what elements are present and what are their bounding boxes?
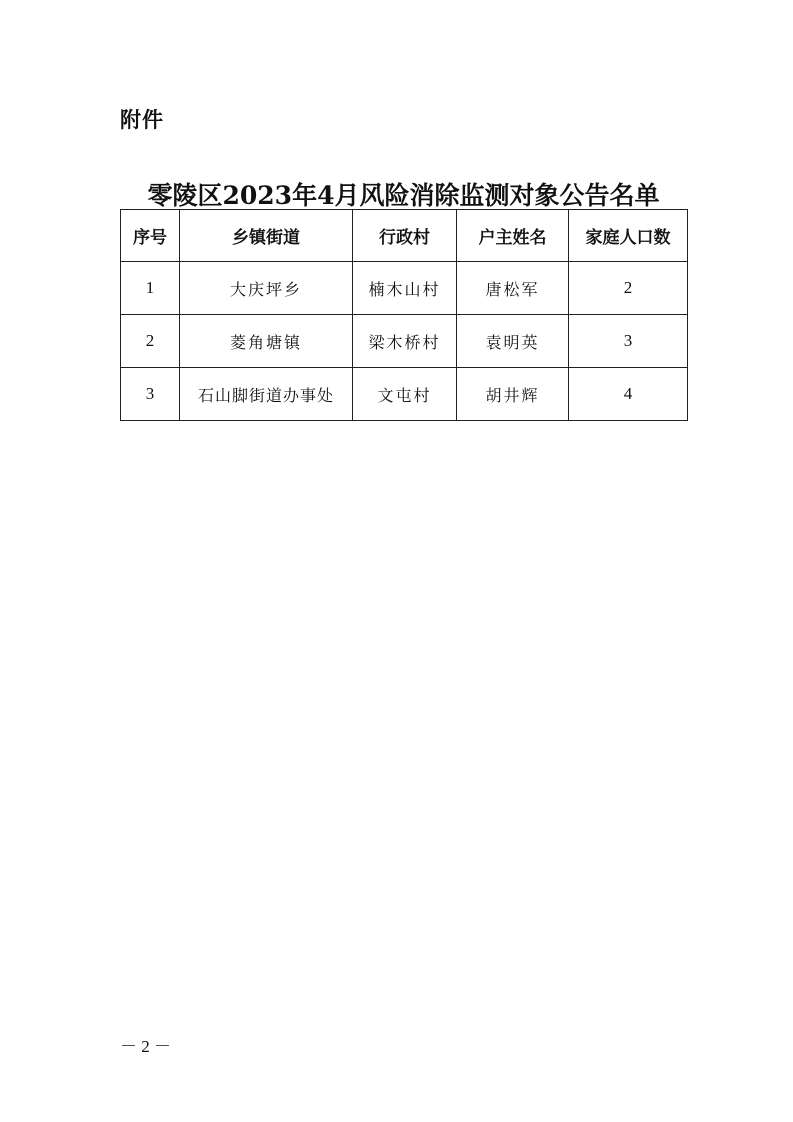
cell-household-size: 2 (569, 262, 688, 315)
header-serial-number: 序号 (121, 210, 180, 262)
monitoring-roster-table (120, 209, 688, 421)
cell-household-size: 3 (569, 315, 688, 368)
cell-village: 文屯村 (353, 368, 457, 421)
table-header-row (121, 210, 688, 262)
table-row (121, 262, 688, 315)
header-township: 乡镇街道 (180, 210, 353, 262)
cell-village: 楠木山村 (353, 262, 457, 315)
attachment-label: 附件 (120, 108, 164, 132)
cell-township: 菱角塘镇 (180, 315, 353, 368)
cell-householder: 袁明英 (457, 315, 569, 368)
cell-township: 大庆坪乡 (180, 262, 353, 315)
page-number: － 2 － (120, 1037, 171, 1056)
header-householder: 户主姓名 (457, 210, 569, 262)
header-household-size: 家庭人口数 (569, 210, 688, 262)
header-village: 行政村 (353, 210, 457, 262)
cell-township: 石山脚街道办事处 (180, 368, 353, 421)
cell-serial-number: 2 (121, 315, 180, 368)
cell-serial-number: 1 (121, 262, 180, 315)
table-row (121, 368, 688, 421)
cell-householder: 胡井辉 (457, 368, 569, 421)
cell-village: 梁木桥村 (353, 315, 457, 368)
document-title: 零陵区2023年4月风险消除监测对象公告名单 (147, 181, 660, 210)
table-row (121, 315, 688, 368)
cell-householder: 唐松军 (457, 262, 569, 315)
cell-serial-number: 3 (121, 368, 180, 421)
cell-household-size: 4 (569, 368, 688, 421)
